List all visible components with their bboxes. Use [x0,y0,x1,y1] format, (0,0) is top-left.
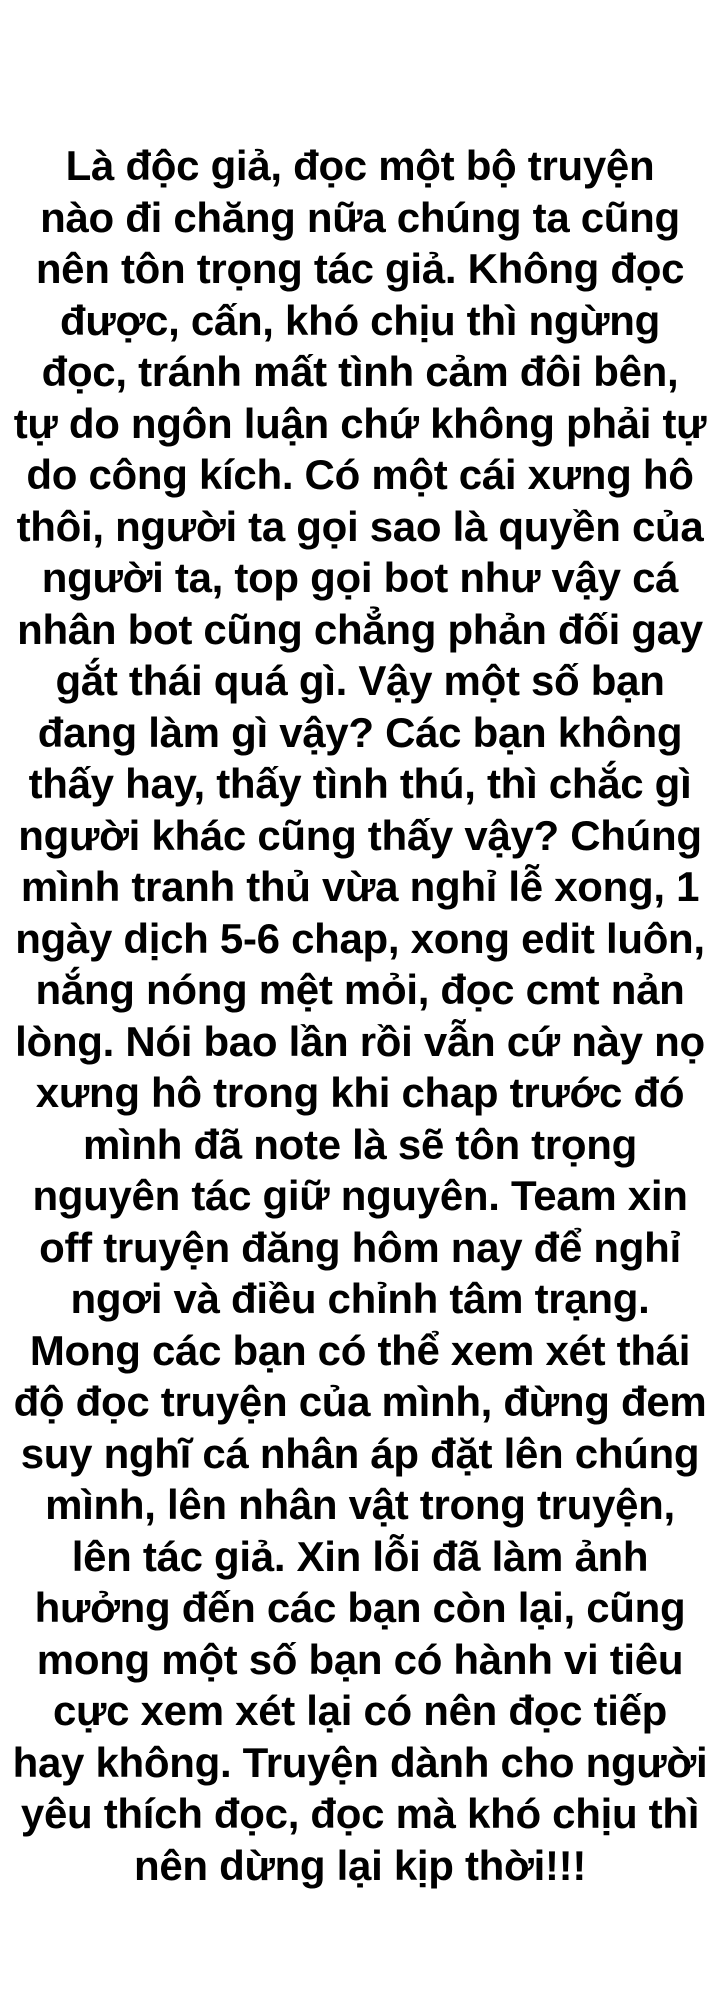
notice-line: nắng nóng mệt mỏi, đọc cmt nản [35,966,685,1013]
notice-line: hay không. Truyện dành cho người [12,1738,708,1786]
notice-line: nên tôn trọng tác giả. Không đọc [35,245,685,292]
notice-line: Là độc giả, đọc một bộ truyện [65,142,655,189]
notice-line: đang làm gì vậy? Các bạn không [37,708,683,756]
notice-line: yêu thích đọc, đọc mà khó chịu thì [20,1790,700,1837]
notice-line: gắt thái quá gì. Vậy một số bạn [55,657,665,704]
notice-line: người khác cũng thấy vậy? Chúng [18,811,702,859]
notice-line: nên dừng lại kịp thời!!! [133,1841,587,1889]
notice-line: người ta, top gọi bot như vậy cá [41,554,679,601]
notice-line: thấy hay, thấy tình thú, thì chắc gì [28,760,692,807]
notice-text [0,140,720,1891]
notice-line: do công kích. Có một cái xưng hô [26,451,694,498]
notice-line: xưng hô trong khi chap trước đó [35,1069,685,1116]
notice-line: hưởng đến các bạn còn lại, cũng [34,1584,686,1631]
notice-line: mong một số bạn có hành vi tiêu [36,1635,684,1683]
notice-line: độ đọc truyện của mình, đừng đem [13,1378,707,1425]
notice-line: đọc, tránh mất tình cảm đôi bên, [41,348,679,395]
notice-line: lòng. Nói bao lần rồi vẫn cứ này nọ [15,1017,705,1065]
notice-line: ngơi và điều chỉnh tâm trạng. [70,1275,650,1322]
notice-line: mình tranh thủ vừa nghỉ lễ xong, 1 [20,863,700,910]
notice-line: tự do ngôn luận chứ không phải tự [13,399,707,447]
notice-line: được, cấn, khó chịu thì ngừng [60,296,660,344]
notice-line: thôi, người ta gọi sao là quyền của [16,502,704,550]
notice-line: nguyên tác giữ nguyên. Team xin [32,1172,688,1219]
notice-line: suy nghĩ cá nhân áp đặt lên chúng [20,1429,700,1477]
notice-line: Mong các bạn có thể xem xét thái [29,1326,691,1374]
notice-line: lên tác giả. Xin lỗi đã làm ảnh [71,1532,649,1580]
notice-line: off truyện đăng hôm nay để nghỉ [39,1223,681,1271]
notice-line: mình đã note là sẽ tôn trọng [83,1120,637,1168]
notice-line: ngày dịch 5-6 chap, xong edit luôn, [15,914,705,962]
notice-line: cực xem xét lại có nên đọc tiếp [53,1687,667,1734]
notice-line: nào đi chăng nữa chúng ta cũng [40,193,680,241]
notice-line: nhân bot cũng chẳng phản đối gay [17,605,703,653]
notice-line: mình, lên nhân vật trong truyện, [45,1481,675,1528]
